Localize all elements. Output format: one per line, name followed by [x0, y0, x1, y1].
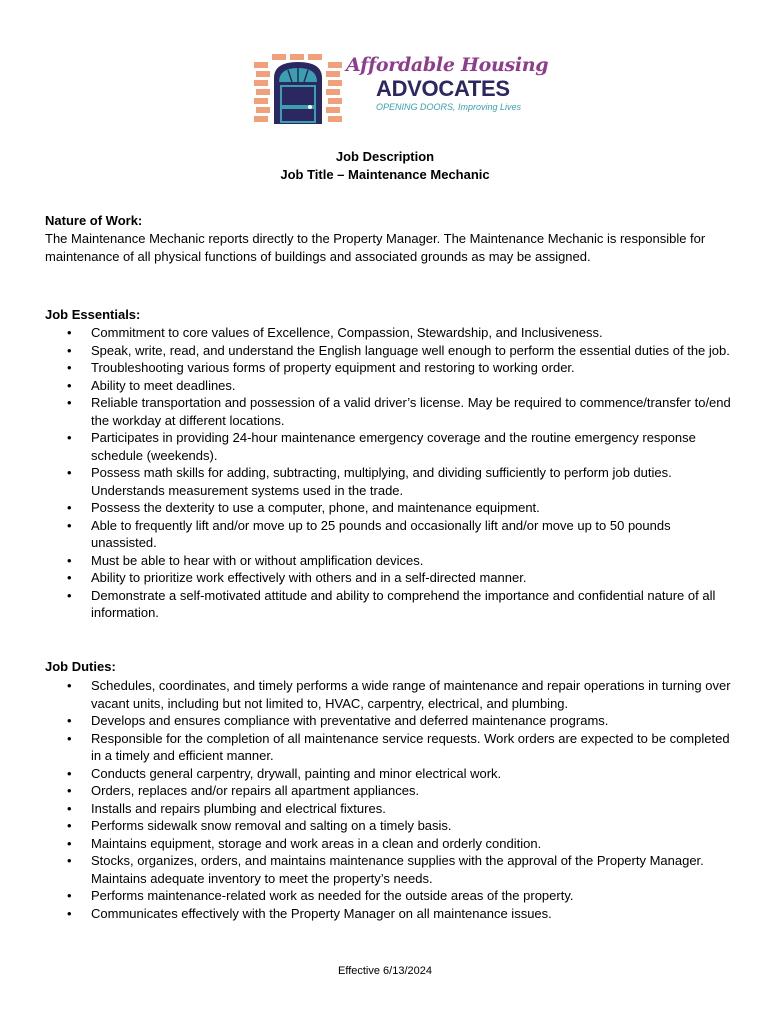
list-item: • Communicates effectively with the Property Manager on all maintenance issues. — [45, 905, 735, 923]
logo — [252, 52, 549, 126]
list-item: • Reliable transportation and possession of a valid driver’s license. May be required to commence/transfer to/end the workday at different locations. — [45, 394, 735, 429]
nature-of-work-heading: Nature of Work: — [45, 213, 143, 228]
job-title: Job Title – Maintenance Mechanic — [280, 167, 490, 182]
logo-script-text: Affordable Housing — [346, 54, 549, 76]
list-item: • Troubleshooting various forms of property equipment and restoring to working order. — [45, 359, 735, 377]
list-item: • Ability to prioritize work effectively with others and in a self-directed manner. — [45, 569, 735, 587]
list-item: • Speak, write, read, and understand the English language well enough to perform the essential duties of the job. — [45, 342, 735, 360]
effective-date: Effective 6/13/2024 — [338, 965, 432, 977]
list-item: • Commitment to core values of Excellence, Compassion, Stewardship, and Inclusiveness. — [45, 324, 735, 342]
list-item: • Possess math skills for adding, subtracting, multiplying, and dividing sufficiently to perform job duties. Understands measurement systems used in the trade. — [45, 464, 735, 499]
list-item: • Develops and ensures compliance with preventative and deferred maintenance programs. — [45, 712, 735, 730]
door-brick-icon — [252, 52, 344, 126]
list-item: • Participates in providing 24-hour maintenance emergency coverage and the routine emergency response schedule (weekends). — [45, 429, 735, 464]
logo-main-text: ADVOCATES — [376, 76, 510, 101]
list-item: • Stocks, organizes, orders, and maintains maintenance supplies with the approval of the Property Manager. Maintains adequate inventory to meet the property’s needs. — [45, 852, 735, 887]
list-item: • Responsible for the completion of all maintenance service requests. Work orders are expected to be completed in a timely and efficient manner. — [45, 730, 735, 765]
list-item: • Ability to meet deadlines. — [45, 377, 735, 395]
list-item: • Conducts general carpentry, drywall, painting and minor electrical work. — [45, 765, 735, 783]
document-title: Job Description — [335, 149, 435, 164]
list-item: • Orders, replaces and/or repairs all apartment appliances. — [45, 782, 735, 800]
list-item: • Able to frequently lift and/or move up to 25 pounds and occasionally lift and/or move up to 50 pounds unassisted. — [45, 517, 735, 552]
job-essentials-heading: Job Essentials: — [45, 307, 141, 322]
job-duties-list — [45, 677, 735, 922]
job-essentials-list — [45, 324, 735, 622]
list-item: • Maintains equipment, storage and work areas in a clean and orderly condition. — [45, 835, 735, 853]
logo-tagline: OPENING DOORS, Improving Lives — [376, 102, 522, 112]
list-item: • Must be able to hear with or without amplification devices. — [45, 552, 735, 570]
job-duties-heading: Job Duties: — [45, 659, 116, 674]
list-item: • Possess the dexterity to use a computer, phone, and maintenance equipment. — [45, 499, 735, 517]
list-item: • Installs and repairs plumbing and electrical fixtures. — [45, 800, 735, 818]
nature-of-work-text: The Maintenance Mechanic reports directly to the Property Manager. The Maintenance Mechanic is responsible for maintenance of all physical functions of buildings and associated grounds as may be assigned. — [45, 231, 706, 264]
list-item: • Performs sidewalk snow removal and salting on a timely basis. — [45, 817, 735, 835]
list-item: • Demonstrate a self-motivated attitude and ability to comprehend the importance and confidential nature of all information. — [45, 587, 735, 622]
list-item: • Performs maintenance-related work as needed for the outside areas of the property. — [45, 887, 735, 905]
list-item: • Schedules, coordinates, and timely performs a wide range of maintenance and repair operations in turning over vacant units, including but not limited to, HVAC, carpentry, electrical, and plumbing. — [45, 677, 735, 712]
